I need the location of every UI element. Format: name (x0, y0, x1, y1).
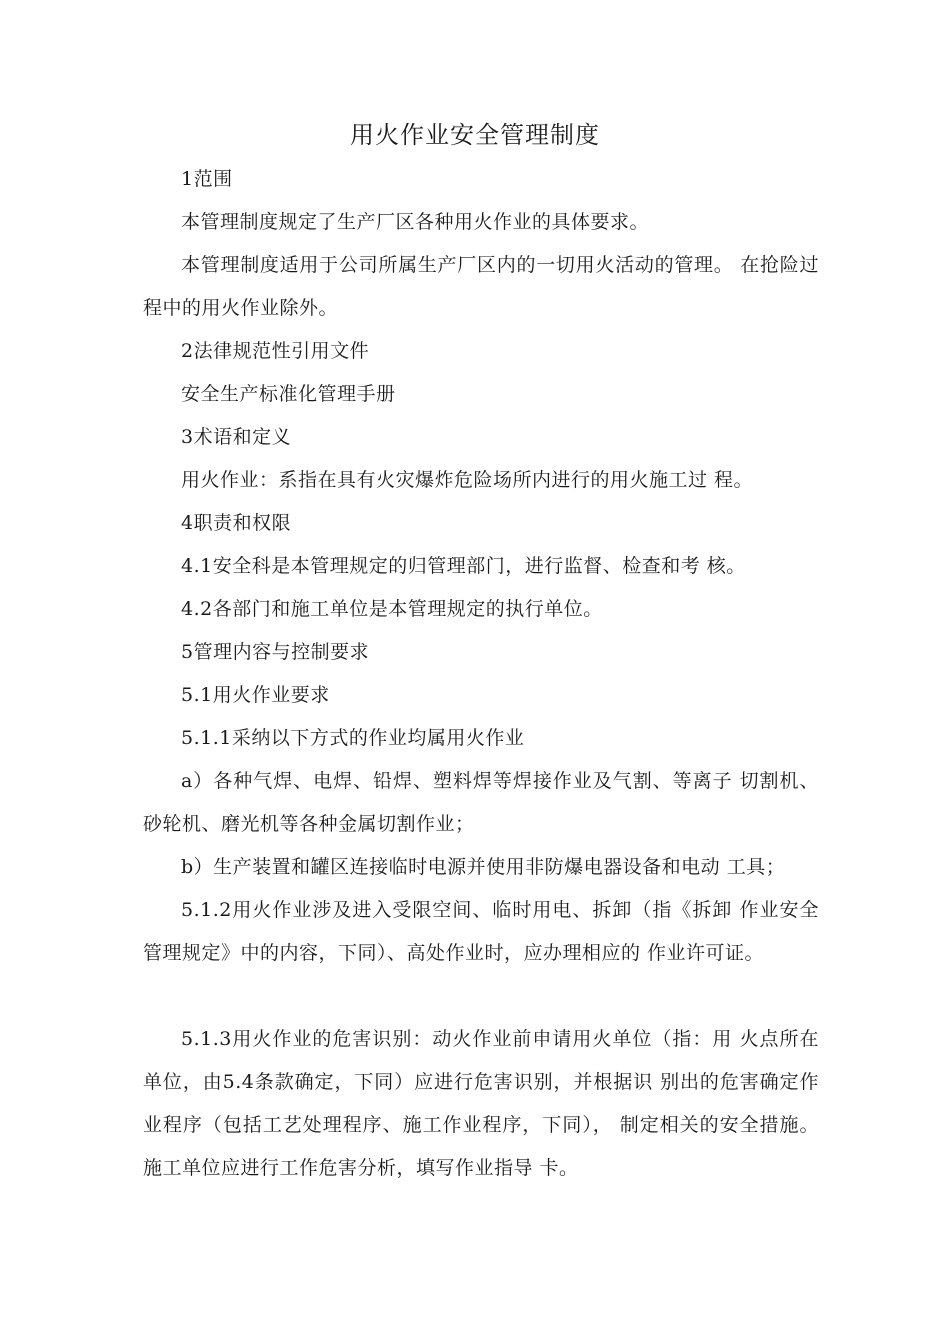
list-item: a）各种气焊、电焊、铅焊、塑料焊等焊接作业及气割、等离子 切割机、砂轮机、磨光机等各种金属切割作业； (143, 770, 819, 835)
list-item: b）生产装置和罐区连接临时电源并使用非防爆电器设备和电动 工具； (181, 856, 786, 878)
section-heading-responsibilities: 4职责和权限 (181, 512, 292, 534)
paragraph: 用火作业：系指在具有火灾爆炸危险场所内进行的用火施工过 程。 (181, 469, 754, 491)
paragraph: 4.1安全科是本管理规定的归管理部门，进行监督、检查和考 核。 (181, 555, 746, 577)
paragraph: 本管理制度规定了生产厂区各种用火作业的具体要求。 (181, 211, 650, 233)
document-title: 用火作业安全管理制度 (350, 121, 600, 149)
section-heading-references: 2法律规范性引用文件 (181, 340, 370, 362)
paragraph: 4.2各部门和施工单位是本管理规定的执行单位。 (181, 598, 603, 620)
paragraph: 5.1.1采纳以下方式的作业均属用火作业 (181, 727, 525, 749)
paragraph: 安全生产标准化管理手册 (181, 383, 396, 405)
section-heading-management: 5管理内容与控制要求 (181, 641, 370, 663)
section-heading-definitions: 3术语和定义 (181, 426, 292, 448)
paragraph: 5.1.3用火作业的危害识别：动火作业前申请用火单位（指：用 火点所在单位，由5.4条款确定，下同）应进行危害识别，并根据识 别出的危害确定作业程序（包括工艺处理程序、施工作业程序，下同）， 制定相关的安全措施。施工单位应进行工作危害分析，填写作业指导 卡。 (143, 1028, 819, 1179)
paragraph: 5.1.2用火作业涉及进入受限空间、临时用电、拆卸（指《拆卸 作业安全管理规定》中的内容，下同）、高处作业时，应办理相应的 作业许可证。 (143, 899, 819, 964)
paragraph: 本管理制度适用于公司所属生产厂区内的一切用火活动的管理。 在抢险过程中的用火作业除外。 (143, 254, 819, 319)
subsection-heading: 5.1用火作业要求 (181, 684, 330, 706)
section-heading-scope: 1范围 (181, 168, 233, 190)
